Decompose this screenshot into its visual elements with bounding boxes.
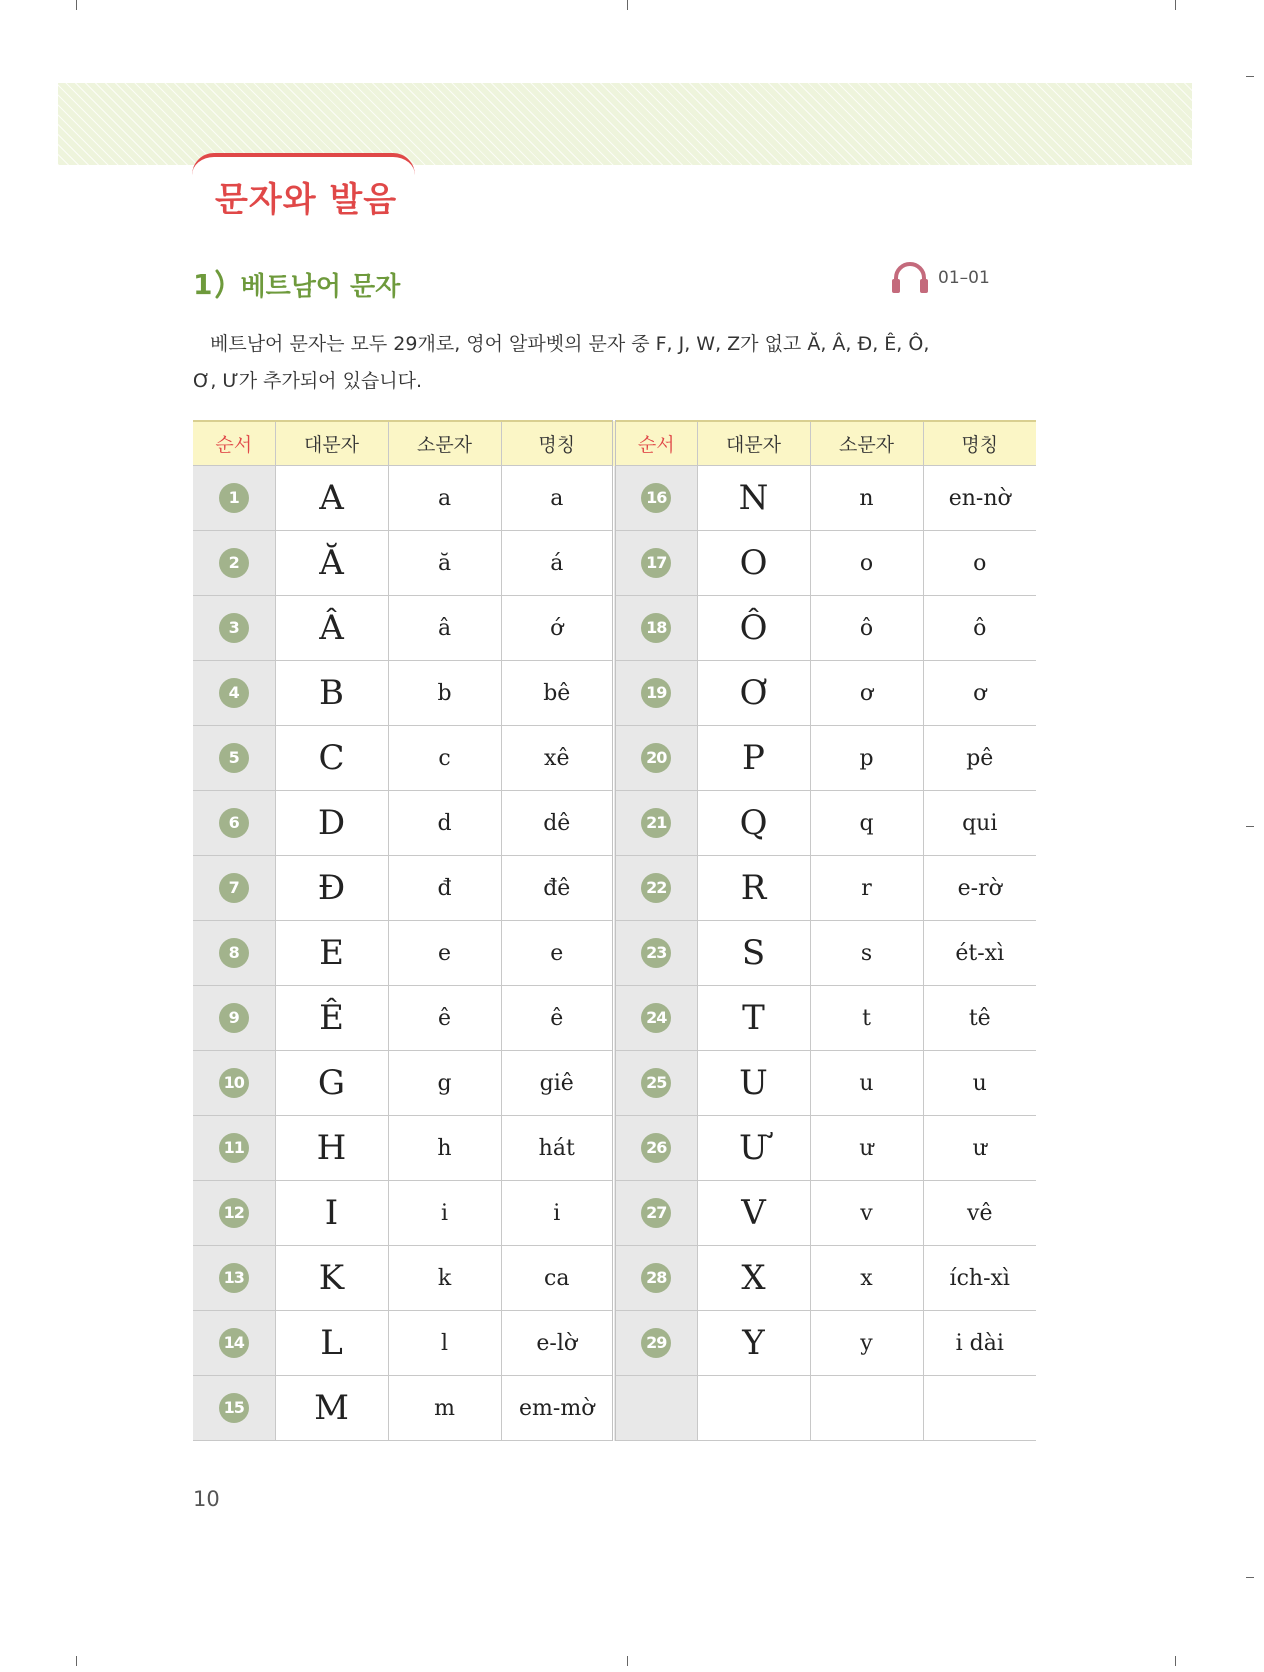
order-cell bbox=[614, 1051, 697, 1116]
letter-name-cell: ư bbox=[923, 1116, 1036, 1181]
uppercase-cell: G bbox=[275, 1051, 388, 1116]
table-row bbox=[193, 1311, 1036, 1376]
uppercase-cell: D bbox=[275, 791, 388, 856]
headphones-icon bbox=[890, 260, 930, 296]
lowercase-cell: p bbox=[810, 726, 923, 791]
uppercase-cell: R bbox=[697, 856, 810, 921]
uppercase-cell: Ơ bbox=[697, 661, 810, 726]
uppercase-cell: O bbox=[697, 531, 810, 596]
letter-name-cell: em-mờ bbox=[501, 1376, 614, 1441]
order-cell bbox=[614, 986, 697, 1051]
letter-name-cell: ét-xì bbox=[923, 921, 1036, 986]
lowercase-cell: y bbox=[810, 1311, 923, 1376]
description bbox=[193, 326, 973, 400]
letter-name-cell: e bbox=[501, 921, 614, 986]
order-cell bbox=[614, 856, 697, 921]
order-badge: 25 bbox=[641, 1068, 671, 1098]
lowercase-cell: ơ bbox=[810, 661, 923, 726]
subsection-title: 베트남어 문자 bbox=[240, 271, 401, 302]
order-cell bbox=[193, 986, 275, 1051]
table-row bbox=[193, 661, 1036, 726]
lowercase-cell: i bbox=[388, 1181, 501, 1246]
order-badge: 20 bbox=[641, 743, 671, 773]
order-badge: 27 bbox=[641, 1198, 671, 1228]
uppercase-cell: Â bbox=[275, 596, 388, 661]
lowercase-cell: o bbox=[810, 531, 923, 596]
order-badge: 8 bbox=[219, 938, 249, 968]
lowercase-cell: q bbox=[810, 791, 923, 856]
col-header-lower: 소문자 bbox=[388, 421, 501, 466]
crop-mark bbox=[1246, 1577, 1254, 1578]
letter-name-cell: i dài bbox=[923, 1311, 1036, 1376]
lowercase-cell bbox=[810, 1376, 923, 1441]
col-header-name: 명칭 bbox=[923, 421, 1036, 466]
uppercase-cell: A bbox=[275, 466, 388, 531]
section-title: 문자와 발음 bbox=[215, 180, 398, 220]
uppercase-cell: I bbox=[275, 1181, 388, 1246]
letter-name-cell: ớ bbox=[501, 596, 614, 661]
lowercase-cell: n bbox=[810, 466, 923, 531]
col-header-name: 명칭 bbox=[501, 421, 614, 466]
letter-name-cell: qui bbox=[923, 791, 1036, 856]
order-cell bbox=[193, 1051, 275, 1116]
uppercase-cell: B bbox=[275, 661, 388, 726]
order-badge: 28 bbox=[641, 1263, 671, 1293]
order-cell bbox=[614, 1116, 697, 1181]
uppercase-cell: M bbox=[275, 1376, 388, 1441]
lowercase-cell: u bbox=[810, 1051, 923, 1116]
letter-name-cell: o bbox=[923, 531, 1036, 596]
order-cell bbox=[193, 1311, 275, 1376]
lowercase-cell: ư bbox=[810, 1116, 923, 1181]
order-badge: 26 bbox=[641, 1133, 671, 1163]
letter-name-cell: e-rờ bbox=[923, 856, 1036, 921]
order-badge: 5 bbox=[219, 743, 249, 773]
table-row bbox=[193, 1181, 1036, 1246]
order-badge: 11 bbox=[219, 1133, 249, 1163]
letter-name-cell: giê bbox=[501, 1051, 614, 1116]
order-badge: 16 bbox=[641, 483, 671, 513]
uppercase-cell: V bbox=[697, 1181, 810, 1246]
order-badge: 4 bbox=[219, 678, 249, 708]
lowercase-cell: m bbox=[388, 1376, 501, 1441]
order-cell bbox=[193, 856, 275, 921]
order-cell bbox=[614, 1311, 697, 1376]
order-badge: 19 bbox=[641, 678, 671, 708]
letter-name-cell: ê bbox=[501, 986, 614, 1051]
uppercase-cell: Ô bbox=[697, 596, 810, 661]
uppercase-cell: Đ bbox=[275, 856, 388, 921]
order-badge: 13 bbox=[219, 1263, 249, 1293]
order-cell bbox=[614, 726, 697, 791]
crop-mark bbox=[76, 1656, 77, 1666]
uppercase-cell: N bbox=[697, 466, 810, 531]
order-cell bbox=[614, 1181, 697, 1246]
order-cell bbox=[193, 1181, 275, 1246]
subsection-number: 1 bbox=[193, 267, 213, 301]
lowercase-cell: c bbox=[388, 726, 501, 791]
lowercase-cell: đ bbox=[388, 856, 501, 921]
lowercase-cell: ê bbox=[388, 986, 501, 1051]
lowercase-cell: d bbox=[388, 791, 501, 856]
order-cell bbox=[193, 531, 275, 596]
col-header-order: 순서 bbox=[193, 421, 275, 466]
lowercase-cell: e bbox=[388, 921, 501, 986]
letter-name-cell: dê bbox=[501, 791, 614, 856]
col-header-upper: 대문자 bbox=[697, 421, 810, 466]
lowercase-cell: a bbox=[388, 466, 501, 531]
lowercase-cell: l bbox=[388, 1311, 501, 1376]
order-cell bbox=[193, 726, 275, 791]
alphabet-table bbox=[193, 420, 1036, 1441]
crop-mark bbox=[76, 0, 77, 10]
order-cell bbox=[193, 791, 275, 856]
uppercase-cell bbox=[697, 1376, 810, 1441]
description-line: Ơ, Ư가 추가되어 있습니다. bbox=[193, 370, 423, 392]
uppercase-cell: Ă bbox=[275, 531, 388, 596]
audio-track-code: 01–01 bbox=[938, 268, 990, 288]
crop-mark bbox=[1246, 826, 1254, 827]
table-row bbox=[193, 1246, 1036, 1311]
order-cell bbox=[614, 1246, 697, 1311]
col-header-lower: 소문자 bbox=[810, 421, 923, 466]
table-row bbox=[193, 726, 1036, 791]
order-cell bbox=[193, 466, 275, 531]
letter-name-cell: ô bbox=[923, 596, 1036, 661]
uppercase-cell: Ê bbox=[275, 986, 388, 1051]
order-badge: 22 bbox=[641, 873, 671, 903]
letter-name-cell: bê bbox=[501, 661, 614, 726]
order-cell bbox=[193, 596, 275, 661]
order-badge: 10 bbox=[219, 1068, 249, 1098]
uppercase-cell: P bbox=[697, 726, 810, 791]
page-number: 10 bbox=[193, 1487, 220, 1511]
table-row bbox=[193, 1051, 1036, 1116]
crop-mark bbox=[1175, 0, 1176, 10]
order-badge: 6 bbox=[219, 808, 249, 838]
lowercase-cell: g bbox=[388, 1051, 501, 1116]
lowercase-cell: t bbox=[810, 986, 923, 1051]
lowercase-cell: x bbox=[810, 1246, 923, 1311]
order-cell bbox=[614, 791, 697, 856]
letter-name-cell bbox=[923, 1376, 1036, 1441]
lowercase-cell: b bbox=[388, 661, 501, 726]
order-badge: 21 bbox=[641, 808, 671, 838]
letter-name-cell: a bbox=[501, 466, 614, 531]
table-row bbox=[193, 466, 1036, 531]
letter-name-cell: đê bbox=[501, 856, 614, 921]
order-badge: 24 bbox=[641, 1003, 671, 1033]
order-cell bbox=[193, 1116, 275, 1181]
order-cell bbox=[614, 1376, 697, 1441]
letter-name-cell: á bbox=[501, 531, 614, 596]
letter-name-cell: en-nờ bbox=[923, 466, 1036, 531]
order-cell bbox=[614, 921, 697, 986]
order-cell bbox=[193, 1246, 275, 1311]
lowercase-cell: ă bbox=[388, 531, 501, 596]
crop-mark bbox=[627, 0, 628, 10]
letter-name-cell: u bbox=[923, 1051, 1036, 1116]
uppercase-cell: E bbox=[275, 921, 388, 986]
order-cell bbox=[614, 596, 697, 661]
letter-name-cell: i bbox=[501, 1181, 614, 1246]
uppercase-cell: T bbox=[697, 986, 810, 1051]
uppercase-cell: L bbox=[275, 1311, 388, 1376]
order-badge: 12 bbox=[219, 1198, 249, 1228]
order-badge: 29 bbox=[641, 1328, 671, 1358]
crop-mark bbox=[1175, 1656, 1176, 1666]
uppercase-cell: H bbox=[275, 1116, 388, 1181]
order-badge: 9 bbox=[219, 1003, 249, 1033]
order-badge: 18 bbox=[641, 613, 671, 643]
letter-name-cell: e-lờ bbox=[501, 1311, 614, 1376]
uppercase-cell: Q bbox=[697, 791, 810, 856]
table-row bbox=[193, 1116, 1036, 1181]
lowercase-cell: â bbox=[388, 596, 501, 661]
uppercase-cell: K bbox=[275, 1246, 388, 1311]
uppercase-cell: X bbox=[697, 1246, 810, 1311]
letter-name-cell: vê bbox=[923, 1181, 1036, 1246]
letter-name-cell: ca bbox=[501, 1246, 614, 1311]
crop-mark bbox=[627, 1656, 628, 1666]
order-badge: 7 bbox=[219, 873, 249, 903]
lowercase-cell: h bbox=[388, 1116, 501, 1181]
uppercase-cell: C bbox=[275, 726, 388, 791]
lowercase-cell: r bbox=[810, 856, 923, 921]
letter-name-cell: ơ bbox=[923, 661, 1036, 726]
table-row bbox=[193, 986, 1036, 1051]
order-badge: 3 bbox=[219, 613, 249, 643]
order-cell bbox=[614, 661, 697, 726]
lowercase-cell: ô bbox=[810, 596, 923, 661]
order-badge: 1 bbox=[219, 483, 249, 513]
uppercase-cell: Y bbox=[697, 1311, 810, 1376]
order-badge: 15 bbox=[219, 1393, 249, 1423]
letter-name-cell: ích-xì bbox=[923, 1246, 1036, 1311]
table-header-row bbox=[193, 421, 1036, 466]
table-row bbox=[193, 596, 1036, 661]
description-line: 베트남어 문자는 모두 29개로, 영어 알파벳의 문자 중 F, J, W, Z가 없고 Ă, Â, Đ, Ê, Ô, bbox=[210, 333, 930, 355]
order-badge: 17 bbox=[641, 548, 671, 578]
letter-name-cell: pê bbox=[923, 726, 1036, 791]
order-cell bbox=[193, 921, 275, 986]
letter-name-cell: xê bbox=[501, 726, 614, 791]
order-cell bbox=[614, 531, 697, 596]
order-cell bbox=[193, 661, 275, 726]
lowercase-cell: k bbox=[388, 1246, 501, 1311]
paren-icon bbox=[214, 269, 228, 299]
lowercase-cell: v bbox=[810, 1181, 923, 1246]
table-row bbox=[193, 791, 1036, 856]
uppercase-cell: Ư bbox=[697, 1116, 810, 1181]
order-badge: 2 bbox=[219, 548, 249, 578]
order-badge: 14 bbox=[219, 1328, 249, 1358]
crop-mark bbox=[1246, 76, 1254, 77]
table-row bbox=[193, 921, 1036, 986]
subsection-heading bbox=[193, 264, 400, 304]
order-cell bbox=[193, 1376, 275, 1441]
lowercase-cell: s bbox=[810, 921, 923, 986]
col-header-order: 순서 bbox=[614, 421, 697, 466]
col-header-upper: 대문자 bbox=[275, 421, 388, 466]
audio-track[interactable] bbox=[890, 260, 990, 296]
order-cell bbox=[614, 466, 697, 531]
letter-name-cell: hát bbox=[501, 1116, 614, 1181]
letter-name-cell: tê bbox=[923, 986, 1036, 1051]
table-row bbox=[193, 856, 1036, 921]
table-row bbox=[193, 1376, 1036, 1441]
table-row bbox=[193, 531, 1036, 596]
uppercase-cell: S bbox=[697, 921, 810, 986]
order-badge: 23 bbox=[641, 938, 671, 968]
uppercase-cell: U bbox=[697, 1051, 810, 1116]
